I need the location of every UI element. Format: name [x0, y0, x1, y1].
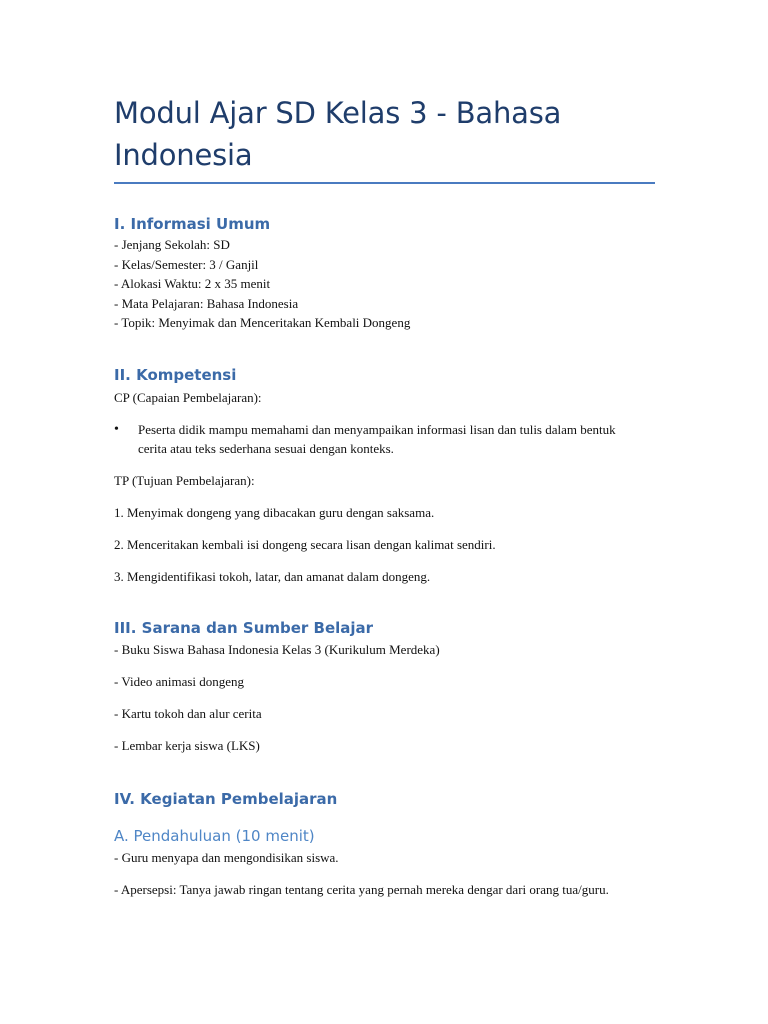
- document-content: [114, 92, 634, 899]
- subsection-heading-pendahuluan: A. Pendahuluan (10 menit): [114, 826, 315, 845]
- section-heading-kompetensi: II. Kompetensi: [114, 365, 237, 384]
- tp-label: TP (Tujuan Pembelajaran):: [114, 472, 255, 488]
- info-line: - Alokasi Waktu: 2 x 35 menit: [114, 276, 271, 291]
- sarana-item: - Lembar kerja siswa (LKS): [114, 737, 260, 753]
- info-line: - Kelas/Semester: 3 / Ganjil: [114, 256, 259, 272]
- tp-item: 3. Mengidentifikasi tokoh, latar, dan amanat dalam dongeng.: [114, 568, 431, 584]
- informasi-umum-list: [114, 235, 634, 333]
- sarana-item: - Kartu tokoh dan alur cerita: [114, 705, 262, 721]
- sarana-item: - Buku Siswa Bahasa Indonesia Kelas 3 (Kurikulum Merdeka): [114, 641, 440, 657]
- info-line: - Jenjang Sekolah: SD: [114, 237, 230, 252]
- cp-bullet-item: [114, 420, 634, 458]
- tp-item: 1. Menyimak dongeng yang dibacakan guru dengan saksama.: [114, 504, 435, 520]
- pendahuluan-item: - Apersepsi: Tanya jawab ringan tentang cerita yang pernah mereka dengar dari orang tua/guru.: [114, 881, 609, 897]
- info-line: - Topik: Menyimak dan Menceritakan Kembali Dongeng: [114, 315, 411, 330]
- sarana-item: - Video animasi dongeng: [114, 673, 245, 689]
- tp-item: 2. Menceritakan kembali isi dongeng secara lisan dengan kalimat sendiri.: [114, 536, 496, 552]
- cp-label: CP (Capaian Pembelajaran):: [114, 389, 262, 405]
- document-title: Modul Ajar SD Kelas 3 - Bahasa Indonesia: [114, 96, 562, 172]
- title-underline: [114, 182, 655, 184]
- info-line: - Mata Pelajaran: Bahasa Indonesia: [114, 295, 299, 311]
- bullet-icon: •: [114, 421, 119, 437]
- pendahuluan-item: - Guru menyapa dan mengondisikan siswa.: [114, 849, 339, 865]
- section-heading-kegiatan: IV. Kegiatan Pembelajaran: [114, 789, 338, 808]
- section-heading-informasi-umum: I. Informasi Umum: [114, 215, 271, 233]
- cp-bullet-text: Peserta didik mampu memahami dan menyampaikan informasi lisan dan tulis dalam bentuk cerita atau teks sederhana sesuai dengan konteks.: [138, 421, 616, 456]
- section-heading-sarana: III. Sarana dan Sumber Belajar: [114, 618, 374, 637]
